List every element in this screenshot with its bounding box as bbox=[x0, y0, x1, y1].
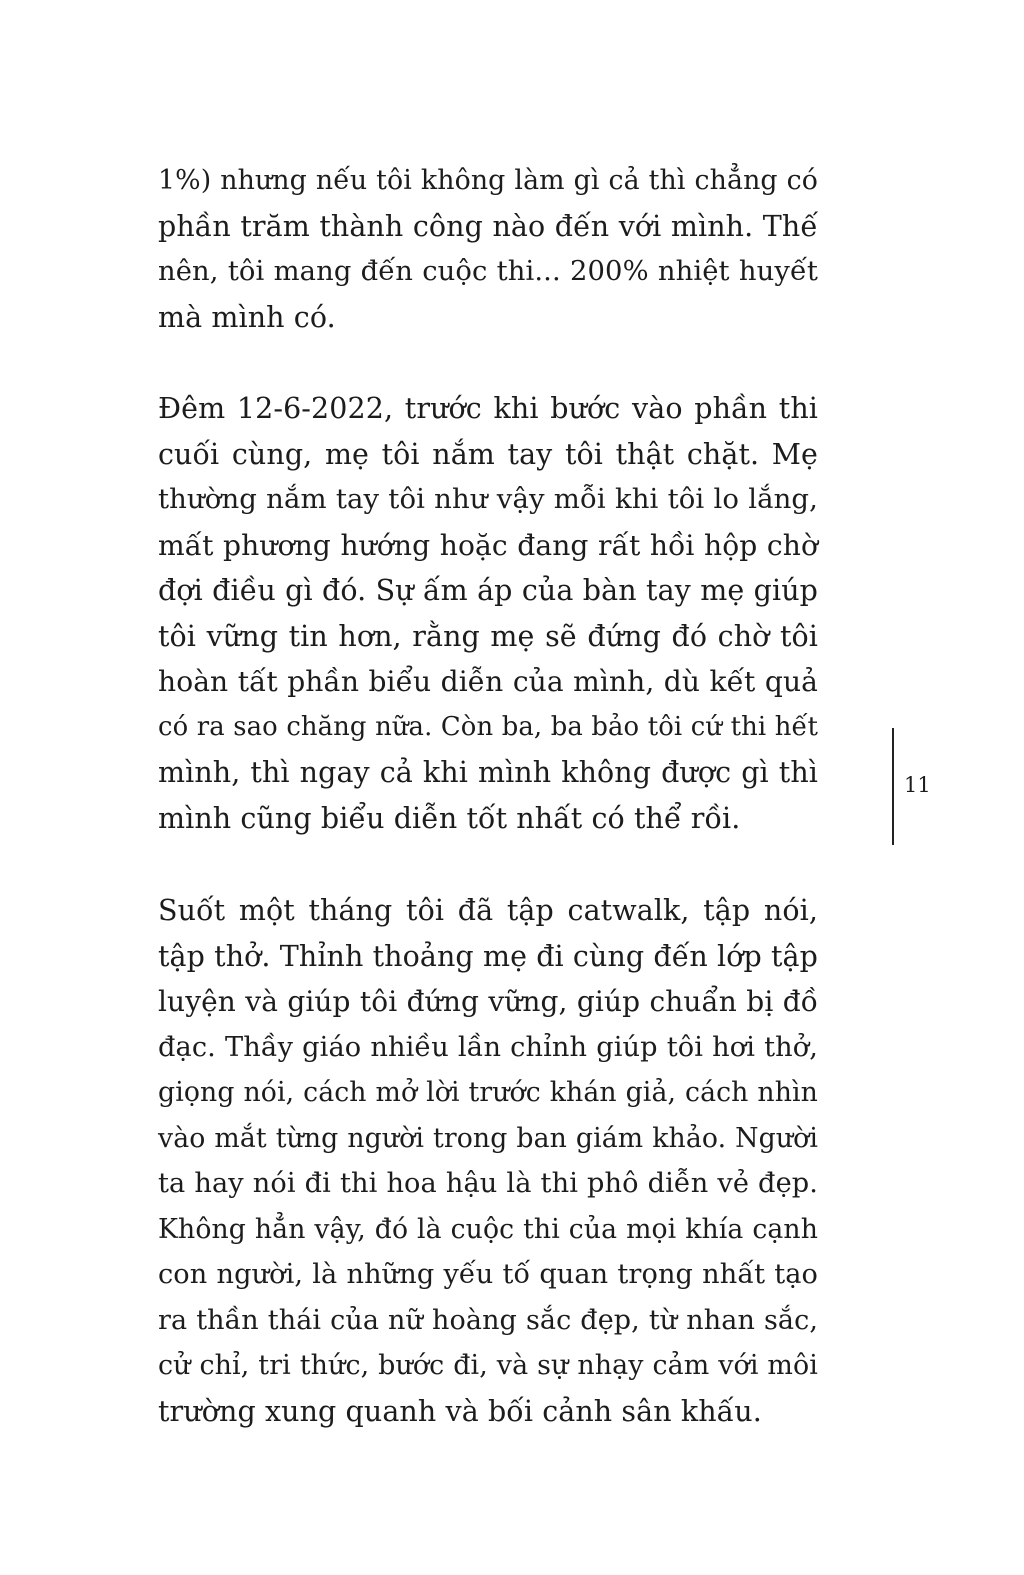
paragraph-line: giọng nói, cách mở lời trước khán giả, cách nhìn bbox=[158, 1077, 818, 1108]
paragraph-line: cử chỉ, tri thức, bước đi, và sự nhạy cảm với môi bbox=[158, 1350, 818, 1381]
paragraph-line: Không hẳn vậy, đó là cuộc thi của mọi khía cạnh bbox=[158, 1213, 818, 1245]
paragraph-line: vào mắt từng người trong ban giám khảo. Người bbox=[158, 1122, 818, 1154]
paragraph-line: ra thần thái của nữ hoàng sắc đẹp, từ nhan sắc, bbox=[158, 1304, 818, 1336]
paragraph-line: mình, thì ngay cả khi mình không được gì thì bbox=[158, 756, 818, 789]
paragraph-3 bbox=[158, 888, 818, 1434]
paragraph-line: đợi điều gì đó. Sự ấm áp của bàn tay mẹ giúp bbox=[158, 574, 818, 607]
paragraph-line: tập thở. Thỉnh thoảng mẹ đi cùng đến lớp tập bbox=[158, 939, 818, 973]
paragraph-line: thường nắm tay tôi như vậy mỗi khi tôi lo lắng, bbox=[158, 483, 818, 515]
paragraph-2 bbox=[158, 386, 818, 841]
page-number: 11 bbox=[904, 773, 931, 797]
paragraph-1 bbox=[158, 158, 818, 340]
paragraph-line: cuối cùng, mẹ tôi nắm tay tôi thật chặt. Mẹ bbox=[158, 437, 818, 471]
paragraph-line: mà mình có. bbox=[158, 300, 336, 334]
paragraph-line: mình cũng biểu diễn tốt nhất có thể rồi. bbox=[158, 801, 741, 835]
paragraph-line: trường xung quanh và bối cảnh sân khấu. bbox=[158, 1394, 762, 1428]
page-number-divider bbox=[892, 728, 894, 845]
paragraph-line: Đêm 12-6-2022, trước khi bước vào phần thi bbox=[158, 392, 818, 425]
paragraph-line: luyện và giúp tôi đứng vững, giúp chuẩn bị đồ bbox=[158, 985, 818, 1018]
paragraph-line: đạc. Thầy giáo nhiều lần chỉnh giúp tôi hơi thở, bbox=[158, 1031, 818, 1063]
paragraph-line: tôi vững tin hơn, rằng mẹ sẽ đứng đó chờ tôi bbox=[158, 619, 818, 653]
paragraph-line: ta hay nói đi thi hoa hậu là thi phô diễn vẻ đẹp. bbox=[158, 1168, 818, 1199]
paragraph-line: 1%) nhưng nếu tôi không làm gì cả thì chẳng có bbox=[158, 165, 818, 196]
paragraph-line: phần trăm thành công nào đến với mình. Thế bbox=[158, 209, 818, 243]
paragraph-line: mất phương hướng hoặc đang rất hồi hộp chờ bbox=[158, 528, 818, 562]
paragraph-line: con người, là những yếu tố quan trọng nhất tạo bbox=[158, 1259, 818, 1290]
paragraph-line: có ra sao chăng nữa. Còn ba, ba bảo tôi cứ thi hết bbox=[158, 711, 818, 742]
paragraph-line: hoàn tất phần biểu diễn của mình, dù kết quả bbox=[158, 665, 818, 698]
paragraph-line: Suốt một tháng tôi đã tập catwalk, tập nói, bbox=[158, 894, 818, 927]
paragraph-line: nên, tôi mang đến cuộc thi... 200% nhiệt huyết bbox=[158, 256, 818, 287]
